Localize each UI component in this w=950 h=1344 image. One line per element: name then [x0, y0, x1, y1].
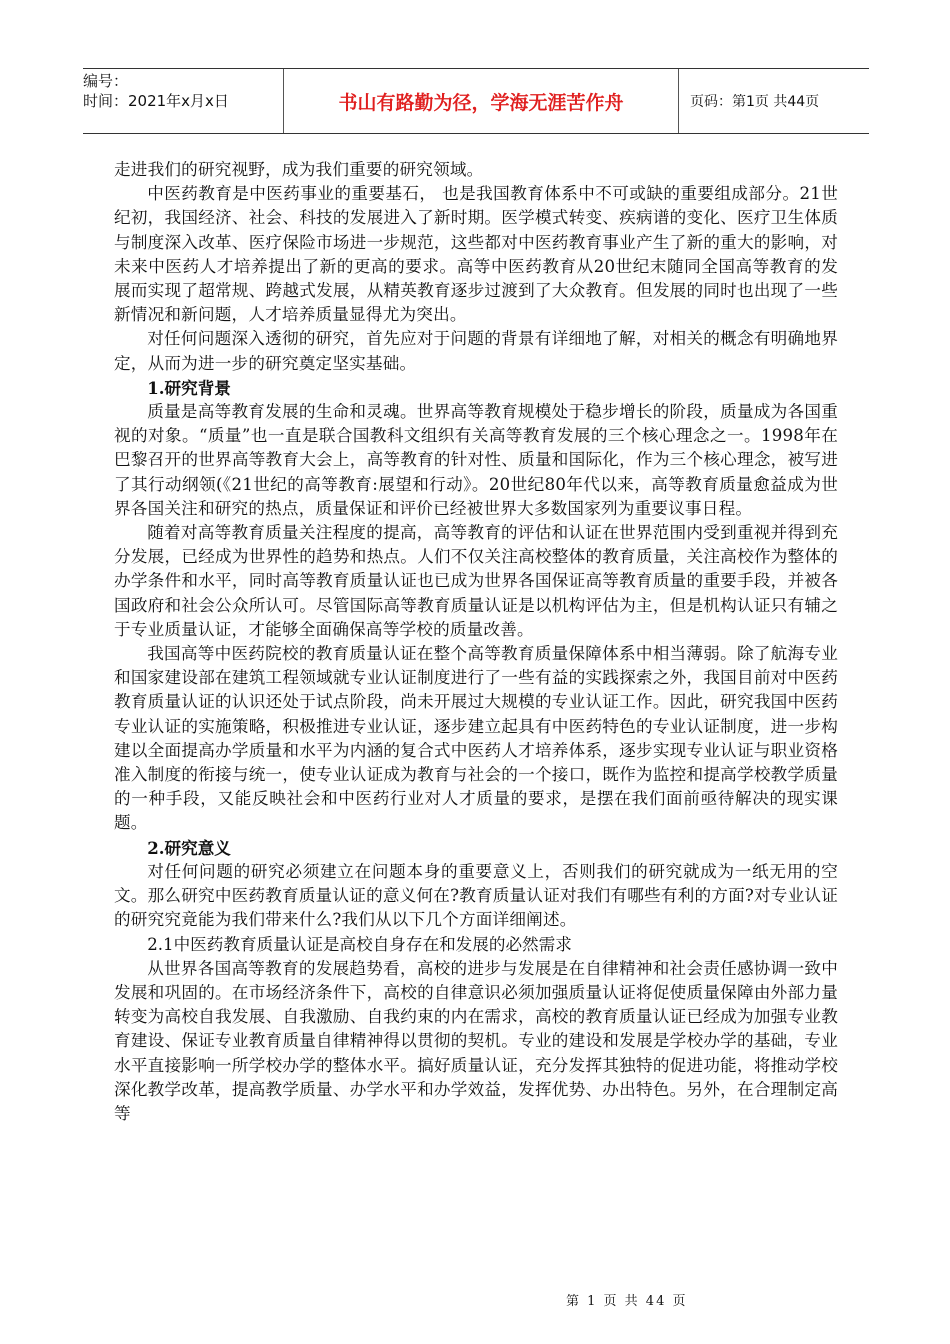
page-header	[83, 68, 869, 134]
section-heading: 1.研究背景	[147, 377, 231, 398]
paragraph: 对任何问题深入透彻的研究，首先应对于问题的背景有详细地了解，对相关的概念有明确地界定，从而为进一步的研究奠定坚实基础。	[114, 329, 838, 373]
subsection-heading: 2.1中医药教育质量认证是高校自身存在和发展的必然需求	[147, 934, 572, 954]
page-footer: 第 1 页 共 44 页	[566, 1294, 688, 1309]
doc-date: 时间：2021年x月x日	[83, 92, 229, 110]
header-page-info: 页码：第1页 共44页	[690, 94, 820, 110]
paragraph: 质量是高等教育发展的生命和灵魂。世界高等教育规模处于稳步增长的阶段，质量成为各国重视的对象。“质量”也一直是联合国教科文组织有关高等教育发展的三个核心理念之一。1998年在巴黎召开的世界高等教育大会上，高等教育的针对性、质量和国际化，作为三个核心理念，被写进了其行动纲领(《21世纪的高等教育:展望和行动》。20世纪80年代以来，高等教育质量愈益成为世界各国关注和研究的热点，质量保证和评价已经被世界大多数国家列为重要议事日程。	[114, 402, 838, 518]
header-meta	[83, 69, 283, 135]
doc-number: 编号：	[83, 72, 129, 90]
paragraph: 从世界各国高等教育的发展趋势看，高校的进步与发展是在自律精神和社会责任感协调一致中发展和巩固的。在市场经济条件下，高校的自律意识必须加强质量认证将促使质量保障由外部力量转变为高校自我发展、自我激励、自我约束的内在需求，高校的教育质量认证已经成为加强专业教育建设、保证专业教育质量自律精神得以贯彻的契机。专业的建设和发展是学校办学的基础，专业水平直接影响一所学校办学的整体水平。搞好质量认证，充分发挥其独特的促进功能，将推动学校深化教学改革，提高教学质量、办学水平和办学效益，发挥优势、办出特色。另外，在合理制定高等	[114, 958, 838, 1123]
section-heading: 2.研究意义	[147, 837, 231, 858]
paragraph: 中医药教育是中医药事业的重要基石， 也是我国教育体系中不可或缺的重要组成部分。21世纪初，我国经济、社会、科技的发展进入了新时期。医学模式转变、疾病谱的变化、医疗卫生体质与制度深入改革、医疗保险市场进一步规范，这些都对中医药教育事业产生了新的重大的影响，对未来中医药人才培养提出了新的更高的要求。高等中医药教育从20世纪末随同全国高等教育的发展而实现了超常规、跨越式发展，从精英教育逐步过渡到了大众教育。但发展的同时也出现了一些新情况和新问题，人才培养质量显得尤为突出。	[114, 184, 838, 325]
paragraph: 对任何问题的研究必须建立在问题本身的重要意义上，否则我们的研究就成为一纸无用的空文。那么研究中医药教育质量认证的意义何在?教育质量认证对我们有哪些有利的方面?对专业认证的研究究竟能为我们带来什么?我们从以下几个方面详细阐述。	[114, 861, 838, 930]
header-motto-cell	[283, 69, 679, 133]
paragraph: 随着对高等教育质量关注程度的提高，高等教育的评估和认证在世界范围内受到重视并得到充分发展，已经成为世界性的趋势和热点。人们不仅关注高校整体的教育质量，关注高校作为整体的办学条件和水平，同时高等教育质量认证也已成为世界各国保证高等教育质量的重要手段，并被各国政府和社会公众所认可。尽管国际高等教育质量认证是以机构评估为主，但是机构认证只有辅之于专业质量认证，才能够全面确保高等学校的质量改善。	[114, 523, 838, 639]
header-motto: 书山有路勤为径，学海无涯苦作舟	[338, 91, 624, 114]
document-body	[114, 158, 838, 1126]
paragraph-continuation: 走进我们的研究视野，成为我们重要的研究领域。	[114, 160, 484, 179]
paragraph: 我国高等中医药院校的教育质量认证在整个高等教育质量保障体系中相当薄弱。除了航海专业和国家建设部在建筑工程领域就专业认证制度进行了一些有益的实践探索之外，我国目前对中医药教育质量认证的认识还处于试点阶段，尚未开展过大规模的专业认证工作。因此，研究我国中医药专业认证的实施策略，积极推进专业认证，逐步建立起具有中医药特色的专业认证制度，进一步构建以全面提高办学质量和水平为内涵的复合式中医药人才培养体系，逐步实现专业认证与职业资格准入制度的衔接与统一，使专业认证成为教育与社会的一个接口，既作为监控和提高学校教学质量的一种手段，又能反映社会和中医药行业对人才质量的要求，是摆在我们面前亟待解决的现实课题。	[114, 644, 838, 833]
